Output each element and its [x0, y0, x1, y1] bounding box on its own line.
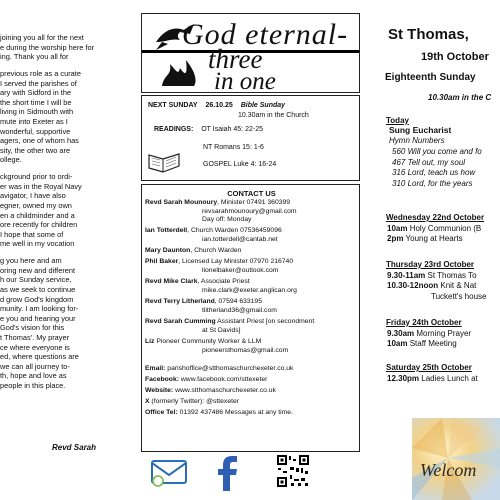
contact-line [145, 365, 293, 374]
letter-line: t Thomas'. My prayer [0, 333, 70, 342]
event-day-heading: Thursday 23rd October [386, 260, 475, 269]
readings-line [154, 125, 263, 134]
today-heading: Today [386, 116, 409, 125]
contact-name: Mary Daunton [145, 247, 191, 254]
contact-line [202, 347, 288, 356]
letter-line: I served the parishes of [0, 78, 77, 88]
letter-line: h our Sunday service, [0, 275, 72, 285]
letter-line: ed, where questions are [0, 352, 79, 362]
letter-line: mute into Exeter as I [0, 117, 68, 126]
event-item [387, 374, 478, 384]
reading-gospel: GOSPEL Luke 4: 16-24 [203, 161, 277, 168]
contact-line [202, 267, 278, 276]
contact-line [145, 227, 282, 236]
letter-line: ore recently for children [0, 220, 78, 230]
letter-line: sity, the other two are [0, 145, 71, 155]
contact-line [145, 398, 239, 407]
letter-line: avigator, I have also [0, 191, 66, 201]
welcome-text: Welcom [420, 460, 477, 480]
event-time: 10am [387, 223, 408, 233]
event-text: Knit & Nat [438, 281, 477, 290]
letter-line: God's vision for this [0, 323, 65, 333]
letter-line: joining you all for the next [0, 33, 84, 42]
contact-name: Revd Sarah Cumming [145, 318, 216, 325]
contact-line [145, 409, 293, 418]
event-day-heading: Saturday 25th October [386, 363, 472, 372]
open-bible-icon [147, 148, 181, 174]
letter-line: wonderful, supportive [0, 126, 71, 136]
middle-column [134, 0, 366, 500]
event-text: Morning Prayer [414, 328, 472, 338]
letter-line: people in this place. [0, 381, 66, 390]
event-item [387, 281, 476, 291]
church-name: St Thomas, [388, 26, 469, 43]
contact-detail: lionelbaker@outlook.com [202, 267, 279, 274]
letter-line: e you and hearing your [0, 313, 76, 323]
event-item [431, 292, 486, 302]
banner-line3: in one [214, 68, 276, 93]
contact-line [145, 318, 314, 327]
letter-line: oring new and different [0, 265, 76, 275]
contact-icons-row [141, 453, 360, 497]
contact-line [202, 236, 278, 245]
letter-signature: Revd Sarah [52, 443, 97, 452]
today-title: Sung Eucharist [389, 125, 452, 135]
contact-detail: ian.totterdell@cantab.net [202, 236, 278, 243]
letter-line: ckground prior to ordi- [0, 172, 73, 182]
next-sunday-occasion: Bible Sunday [240, 102, 286, 109]
contact-detail: www.stthomaschurchexeter.co.uk [173, 387, 276, 394]
contact-name: Ian Totterdell [145, 227, 188, 234]
contact-detail: , Licensed Lay Minister 07970 216740 [178, 258, 294, 265]
contact-name: X [145, 398, 150, 405]
contact-name: Office Tel: [145, 409, 178, 416]
email-icon [149, 455, 191, 489]
contact-detail: , Church Warden 07536459096 [187, 227, 282, 234]
hymn-item: 467 Tell out, my soul [392, 157, 466, 167]
letter-line: ce where everyone is [0, 342, 70, 352]
contact-detail: tlitherland36@gmail.com [202, 307, 277, 314]
event-text: Holy Communion (B [407, 223, 482, 233]
facebook-icon [208, 453, 246, 493]
contact-detail: Assistant Priest [on secondment [215, 318, 315, 325]
event-text: St Thomas To [425, 270, 477, 280]
hymns-label: Hymn Numbers [389, 136, 445, 145]
hymn-item: 310 Lord, for the years [392, 178, 473, 188]
reading-nt: NT Romans 15: 1-6 [203, 144, 264, 151]
right-column [372, 0, 500, 500]
event-text: Young at Hearts [403, 234, 463, 243]
contact-detail: , 07594 633195 [214, 298, 262, 305]
event-item [387, 224, 481, 234]
letter-line: ary with Sidford in the [0, 88, 72, 98]
contact-detail: (formerly Twitter): @sttexeter [149, 398, 240, 405]
service-time: 10.30am in the C [428, 93, 492, 102]
contact-line [202, 287, 297, 296]
contact-detail: revsarahmounoury@gmail.com [202, 208, 297, 215]
letter-line: ing. Thank you all for [0, 52, 69, 62]
event-time: 2pm [387, 234, 404, 243]
event-item [387, 339, 457, 349]
contact-name: Revd Terry Litherland [145, 298, 215, 305]
god-eternal-banner [141, 13, 360, 93]
next-sunday-date: 26.10.25 [205, 102, 233, 109]
contact-detail: , Minister 07491 360399 [217, 199, 291, 206]
letter-line: living in Sidmouth with [0, 107, 74, 117]
contact-line [202, 307, 277, 316]
contact-detail: mike.clark@exeter.anglican.org [202, 287, 297, 294]
next-sunday-heading: NEXT SUNDAY [148, 102, 198, 109]
contact-detail: 01392 437486 Messages at any time. [177, 409, 293, 416]
letter-line: d grow God's kingdom [0, 294, 74, 304]
contact-line [145, 258, 293, 267]
sunday-title: Eighteenth Sunday [385, 72, 476, 83]
letter-line: agers, one of whom has [0, 136, 79, 146]
letter-column [0, 0, 128, 500]
event-item [387, 271, 477, 281]
letter-line: the short time I will be [0, 97, 72, 107]
banner-line1: God eternal- [182, 18, 349, 51]
contact-box [141, 184, 360, 452]
letter-line: munity. I am looking for- [0, 304, 79, 314]
event-text: Tuckett's house [431, 291, 487, 301]
contact-name: Email: [145, 365, 166, 372]
letter-line: ollege. [0, 155, 22, 165]
letter-line: e during the worship here for [0, 42, 95, 52]
qr-code-icon [276, 454, 310, 488]
event-text: Ladies Lunch at [419, 373, 478, 383]
hymn-item: 560 Will you come and fo [392, 147, 482, 156]
contact-line [145, 387, 276, 396]
letter-line: th, hope and love as [0, 371, 67, 381]
contact-name: Liz [145, 338, 155, 345]
hymn-item: 316 Lord, teach us how [392, 168, 476, 177]
welcome-image [412, 418, 500, 500]
next-sunday-box [141, 95, 360, 181]
next-sunday-heading-line [148, 101, 285, 110]
letter-line: me well in my vocation [0, 239, 75, 249]
event-time: 10am [387, 339, 408, 348]
event-time: 10.30-12noon [387, 281, 439, 290]
contact-detail: Pioneer Community Worker & LLM [154, 338, 262, 345]
letter-line: we can all journey to- [0, 361, 70, 371]
contact-name: Revd Sarah Mounoury [145, 199, 218, 206]
letter-line: as we seek to continue [0, 285, 76, 294]
letter-line: egner, owned my own [0, 201, 72, 210]
contact-line [145, 298, 262, 307]
contact-name: Website: [145, 387, 174, 394]
readings-label: READINGS: [154, 126, 194, 133]
contact-line [202, 216, 251, 225]
contact-line [145, 338, 261, 347]
contact-detail: , Associate Priest [197, 278, 250, 285]
contact-line [202, 327, 241, 336]
contact-detail: www.facebook.com/sttexeter [179, 376, 268, 383]
event-text: Staff Meeting [407, 339, 457, 348]
letter-line: er was in the Royal Navy [0, 181, 82, 191]
banner-line2: three [208, 44, 263, 74]
reading-ot: OT Isaiah 45: 22-25 [201, 126, 263, 133]
event-day-heading: Friday 24th October [386, 318, 462, 327]
event-item [387, 329, 471, 339]
service-date: 19th October [421, 51, 489, 63]
letter-line: g you here and am [0, 256, 62, 266]
contact-name: Phil Baker [145, 258, 179, 265]
contact-name: Revd Mike Clark [145, 278, 198, 285]
contact-detail: parishoffice@stthomaschurchexeter.co.uk [165, 365, 294, 372]
contact-heading: CONTACT US [227, 189, 276, 198]
contact-name: Facebook: [145, 376, 179, 383]
event-day-heading: Wednesday 22nd October [386, 213, 485, 222]
letter-line: previous role as a curate [0, 69, 81, 78]
contact-line [145, 247, 241, 256]
contact-detail: at St Davids] [202, 327, 241, 334]
contact-detail: pioneersthomas@gmail.com [202, 347, 289, 354]
event-time: 12.30pm [387, 373, 420, 383]
contact-detail: Day off: Monday [202, 216, 252, 223]
contact-line [145, 199, 290, 208]
event-item [387, 234, 463, 244]
contact-detail: , Church Warden [190, 247, 242, 254]
flame-icon [158, 56, 200, 88]
letter-line: en a childminder and a [0, 210, 75, 220]
contact-line [145, 376, 267, 385]
event-time: 9.30am [387, 328, 415, 338]
next-sunday-time: 10.30am in the Church [238, 112, 309, 119]
contact-line [145, 278, 250, 287]
letter-line: I hope that some of [0, 229, 64, 239]
event-time: 9.30-11am [387, 270, 426, 280]
